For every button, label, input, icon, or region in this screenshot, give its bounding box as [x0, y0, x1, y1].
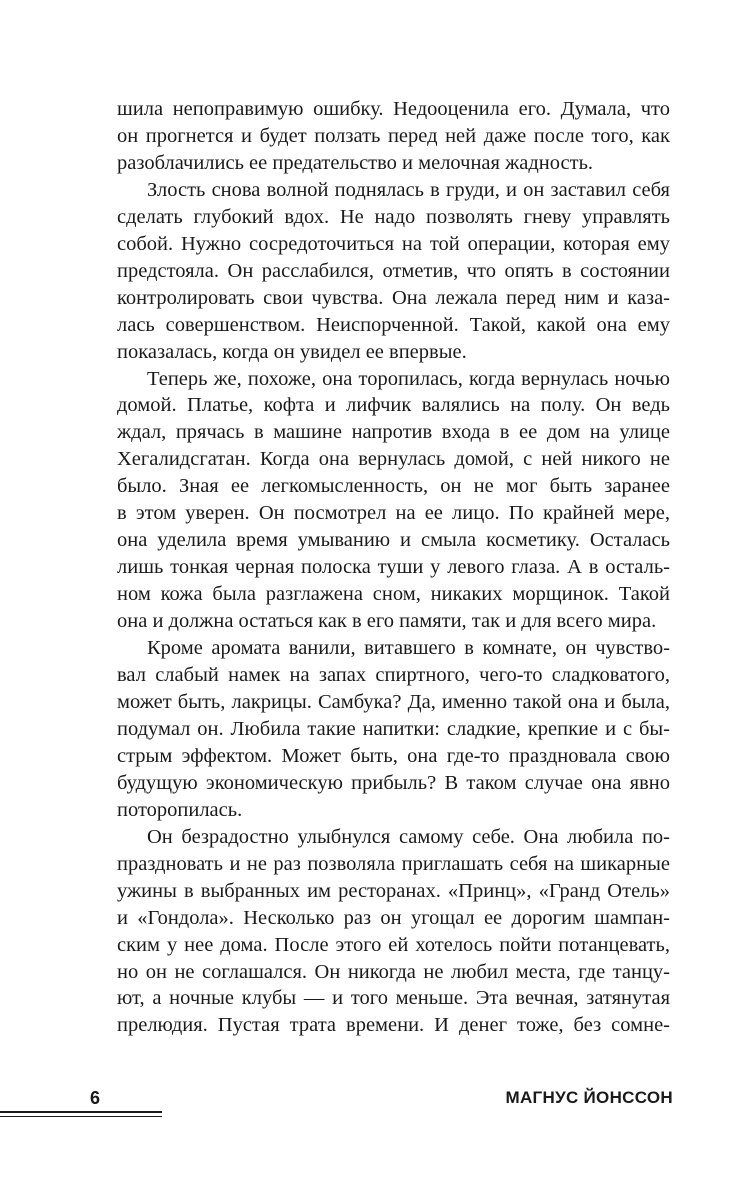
text-line: Злость снова волной поднялась в груди, и он заставил себя — [147, 178, 670, 201]
footer-rule — [0, 1111, 162, 1117]
footer-rule-thin — [0, 1116, 162, 1117]
body-text — [117, 96, 670, 1039]
text-line: Теперь же, похоже, она торопилась, когда вернулась ночью — [147, 367, 670, 390]
text-line: сделать глубокий вдох. Не надо позволять гневу управлять — [117, 205, 670, 228]
text-line: прелюдия. Пустая трата времени. И денег тоже, без сомне- — [117, 1014, 670, 1037]
text-line: она и должна остаться как в его памяти, так и для всего мира. — [117, 610, 657, 633]
page-number: 6 — [90, 1088, 101, 1108]
text-line: шила непоправимую ошибку. Недооценила его. Думала, что — [117, 98, 670, 120]
text-line: но он не соглашался. Он никогда не любил места, где танцу- — [117, 960, 670, 983]
text-line: ют, а ночные клубы — и того меньше. Эта вечная, затянутая — [117, 987, 670, 1010]
text-line: разоблачились ее предательство и мелочная жадность. — [117, 151, 594, 174]
text-line: предстояла. Он расслабился, отметив, что опять в состоянии — [117, 259, 670, 282]
text-line: в этом уверен. Он посмотрел на ее лицо. По крайней мере, — [117, 502, 670, 525]
text-line: поторопилась. — [117, 798, 243, 821]
text-line: она уделила время умыванию и смыла косметику. Осталась — [117, 529, 670, 552]
text-line: он прогнется и будет ползать перед ней даже после того, как — [117, 124, 670, 147]
text-line: ждал, прячась в машине напротив входа в ее дом на улице — [117, 421, 670, 444]
text-line: вал слабый намек на запах спиртного, чего-то сладковатого, — [117, 664, 670, 687]
text-line: собой. Нужно сосредоточиться на той операции, которая ему — [117, 232, 670, 255]
text-line: и «Гондола». Несколько раз он угощал ее дорогим шампан- — [117, 906, 670, 929]
text-line: показалась, когда он увидел ее впервые. — [117, 340, 467, 363]
text-line: Он безрадостно улыбнулся самому себе. Она любила по- — [147, 825, 670, 848]
text-line: Кроме аромата ванили, витавшего в комнате, он чувство- — [147, 637, 670, 660]
text-line: будущую экономическую прибыль? В таком случае она явно — [117, 771, 670, 794]
text-line: Хегалидсгатан. Когда она вернулась домой, с ней никого не — [117, 448, 670, 471]
text-line: было. Зная ее легкомысленность, он не мог быть заранее — [117, 475, 670, 498]
running-footer-author: МАГНУС ЙОНССОН — [505, 1088, 673, 1107]
text-line: подумал он. Любила такие напитки: сладкие, крепкие и с бы- — [117, 717, 670, 740]
text-line: стрым эффектом. Может быть, она где-то праздновала свою — [117, 744, 670, 767]
text-line: лась совершенством. Неиспорченной. Такой, какой она ему — [117, 313, 670, 336]
text-line: домой. Платье, кофта и лифчик валялись на полу. Он ведь — [117, 394, 670, 417]
text-line: может быть, лакрицы. Самбука? Да, именно такой она и была, — [117, 690, 670, 713]
text-line: праздновать и не раз позволяла приглашать себя на шикарные — [117, 852, 670, 875]
footer-rule-thick — [0, 1111, 162, 1113]
text-line: лишь тонкая черная полоска туши у левого глаза. А в осталь- — [117, 556, 670, 579]
text-line: контролировать свои чувства. Она лежала перед ним и каза- — [117, 286, 670, 309]
text-line: ским у нее дома. После этого ей хотелось пойти потанцевать, — [117, 933, 670, 956]
text-line: ном кожа была разглажена сном, никаких морщинок. Такой — [117, 583, 670, 606]
text-line: ужины в выбранных им ресторанах. «Принц», «Гранд Отель» — [117, 879, 670, 902]
